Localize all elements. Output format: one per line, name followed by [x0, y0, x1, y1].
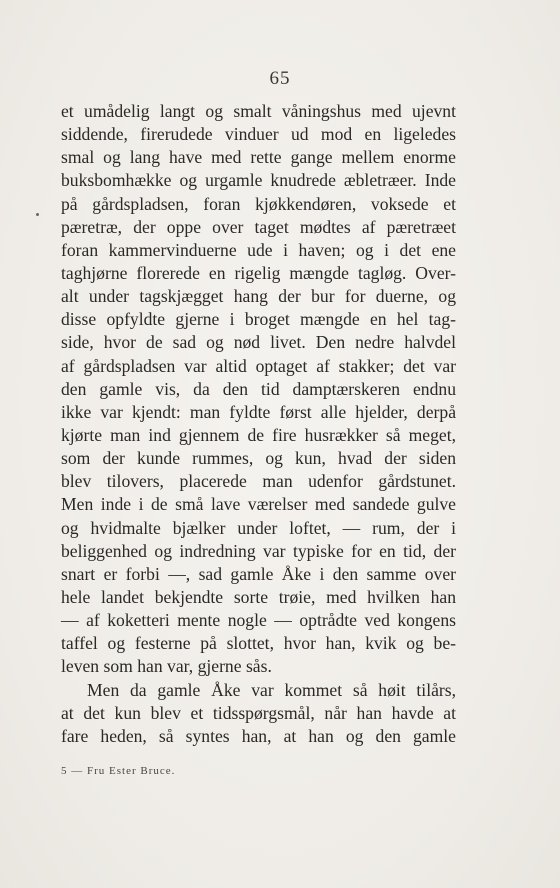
text-line: smal og lang have med rette gange mellem enorme: [61, 147, 456, 168]
text-line: taffel og festerne på slottet, hvor han, kvik og be-: [61, 633, 456, 654]
text-line: Men da gamle Åke var kommet så høit tilårs,: [87, 679, 456, 700]
text-line: snart er forbi —, sad gamle Åke i den samme over: [61, 563, 456, 584]
text-line: buksbomhække og urgamle knudrede æbletræer. Inde: [61, 170, 456, 191]
text-line: foran kammervinduerne ude i haven; og i det ene: [61, 239, 456, 260]
text-line: — af koketteri mente nogle — optrådte ved kongens: [61, 610, 456, 631]
text-line: alt under tagskjægget hang der bur for duerne, og: [61, 286, 456, 307]
text-line: blev tilovers, placerede man udenfor gårdstunet.: [61, 471, 456, 492]
text-line: disse opfyldte gjerne i broget mængde en hel tag-: [61, 309, 456, 330]
signature-footnote: 5 — Fru Ester Bruce.: [61, 765, 176, 777]
text-line: Men inde i de små lave værelser med sandede gulve: [61, 494, 456, 515]
text-line: siddende, firerudede vinduer ud mod en ligeledes: [61, 124, 456, 145]
text-line: et umådelig langt og smalt våningshus med ujevnt: [61, 101, 456, 121]
text-line: at det kun blev et tidsspørgsmål, når han havde at: [61, 702, 456, 723]
text-line: taghjørne florerede en rigelig mængde tagløg. Over-: [61, 262, 456, 283]
text-line: hele landet bekjendte sorte trøie, med hvilken han: [61, 586, 456, 607]
text-line: af gårdspladsen var altid optaget af stakker; det var: [61, 355, 456, 376]
print-speck: [36, 213, 39, 216]
text-line: og hvidmalte bjælker under loftet, — rum, der i: [61, 517, 456, 538]
text-line: beliggenhed og indredning var typiske for en tid, der: [61, 540, 456, 561]
body-text: [61, 100, 456, 748]
page-number: 65: [269, 68, 291, 89]
text-line: som der kunde rummes, og kun, hvad der siden: [61, 448, 456, 469]
text-line: leven som han var, gjerne sås.: [61, 656, 272, 677]
text-line: pæretræ, der oppe over taget mødtes af pæretræet: [61, 216, 456, 237]
text-line: ikke var kjendt: man fyldte først alle hjelder, derpå: [61, 401, 456, 422]
text-line: kjørte man ind gjennem de fire husrækker så meget,: [61, 424, 456, 445]
text-line: side, hvor de sad og nød livet. Den nedre halvdel: [61, 332, 456, 353]
text-line: den gamle vis, da den tid damptærskeren endnu: [61, 378, 456, 399]
text-line: fare heden, så syntes han, at han og den gamle: [61, 725, 456, 746]
text-line: på gårdspladsen, foran kjøkkendøren, voksede et: [61, 193, 456, 214]
